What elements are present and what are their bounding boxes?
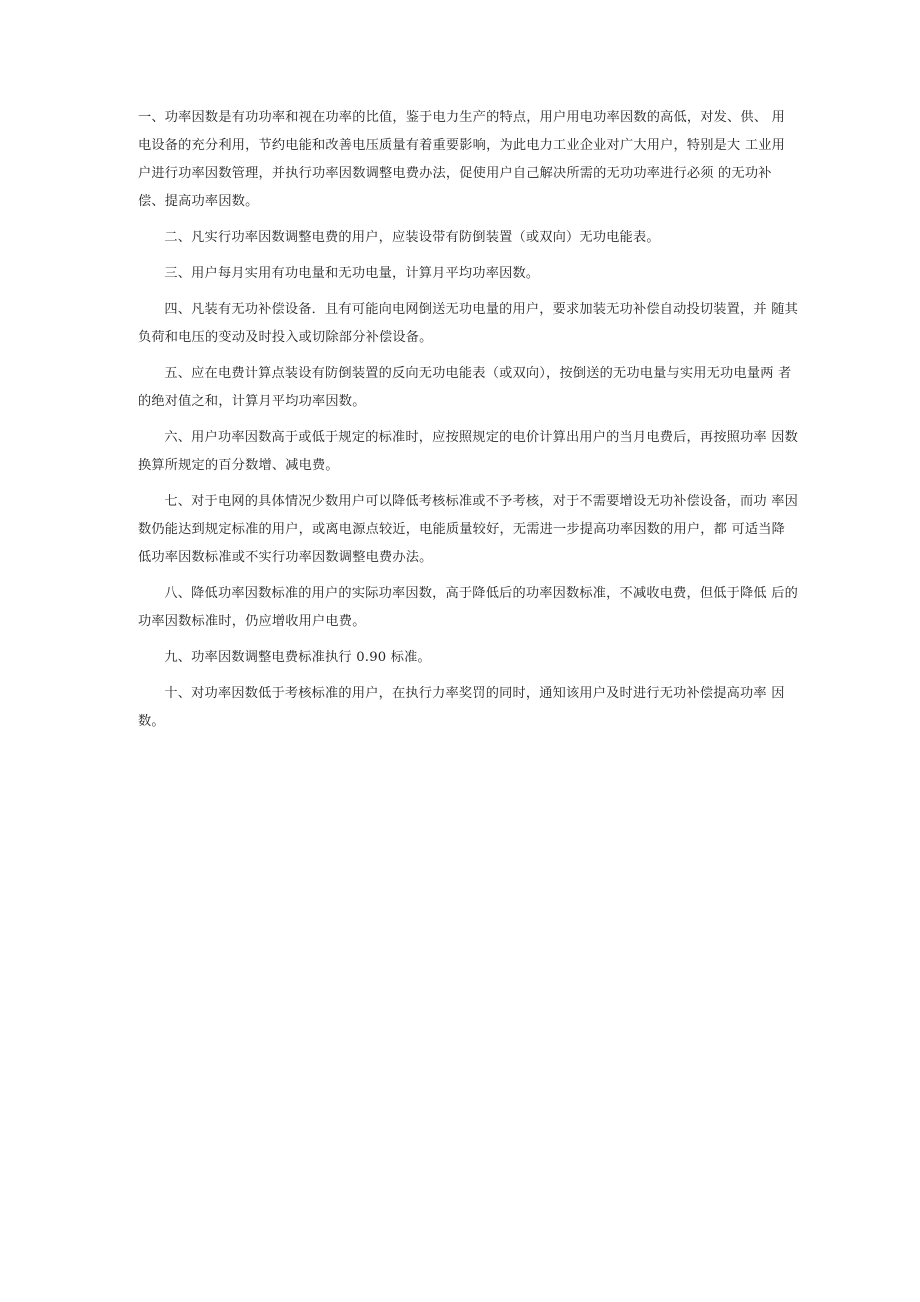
paragraph-3: 三、用户每月实用有功电量和无功电量，计算月平均功率因数。 [164,266,540,281]
paragraph-1: 一、功率因数是有功功率和视在功率的比值，鉴于电力生产的特点，用户用电功率因数的高低，对发、供、 用电设备的充分利用，节约电能和改善电压质量有着重要影响，为此电力工业企业对广大用户，特别是大 工业用户进行功率因数管理，并执行功率因数调整电费办法，促使用户自己解决所需的无功功率进行必须 的无功补偿、提高功率因数。 [138,110,785,209]
paragraph-7: 七、对于电网的具体情况少数用户可以降低考核标准或不予考核，对于不需要增设无功补偿设备，而功 率因数仍能达到规定标准的用户，或离电源点较近，电能质量较好，无需进一步提高功率因数的用户，都 可适当降低功率因数标准或不实行功率因数调整电费办法。 [138,494,798,565]
document-body [138,104,798,744]
paragraph-6: 六、用户功率因数高于或低于规定的标准时，应按照规定的电价计算出用户的当月电费后，再按照功率 因数换算所规定的百分数增、减电费。 [138,430,798,473]
paragraph-8: 八、降低功率因数标准的用户的实际功率因数，高于降低后的功率因数标准，不减收电费，但低于降低 后的功率因数标准时，仍应增收用户电费。 [138,586,798,629]
paragraph-9: 九、功率因数调整电费标准执行 0.90 标准。 [164,650,431,665]
paragraph-5: 五、应在电费计算点装设有防倒装置的反向无功电能表（或双向），按倒送的无功电量与实用无功电量两 者的绝对值之和，计算月平均功率因数。 [138,366,792,409]
paragraph-4: 四、凡装有无功补偿设备．且有可能向电网倒送无功电量的用户，要求加装无功补偿自动投切装置，并 随其负荷和电压的变动及时投入或切除部分补偿设备。 [138,302,798,345]
paragraph-2: 二、凡实行功率因数调整电费的用户，应装设带有防倒装置（或双向）无功电能表。 [164,230,660,245]
paragraph-10: 十、对功率因数低于考核标准的用户，在执行力率奖罚的同时，通知该用户及时进行无功补偿提高功率 因数。 [138,686,785,729]
